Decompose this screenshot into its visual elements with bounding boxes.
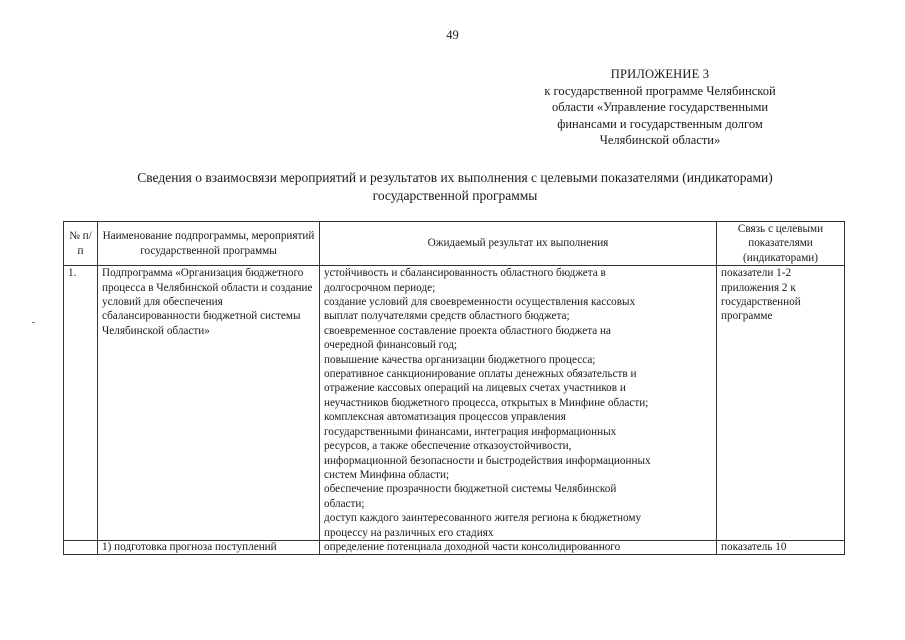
table-header-row: [64, 222, 845, 266]
row-result-text: определение потенциала доходной части консолидированного: [324, 540, 621, 553]
appendix-line: Челябинской области»: [599, 133, 721, 148]
appendix-block: [516, 66, 804, 149]
result-line: оперативное санкционирование оплаты денежных обязательств и: [324, 368, 637, 381]
result-line: процессу на различных его стадиях: [324, 526, 494, 539]
row-num: [64, 540, 98, 554]
appendix-line: финансами и государственным долгом: [557, 116, 763, 131]
result-line: выплат получателями средств областного бюджета;: [324, 310, 570, 323]
header-link: Связь с целевыми показателями (индикаторами): [717, 222, 845, 266]
row-result: [320, 540, 717, 554]
row-link: [717, 540, 845, 554]
appendix-line: области «Управление государственными: [551, 100, 769, 115]
result-line: комплексная автоматизация процессов управления: [324, 411, 566, 424]
row-link: показатели 1-2 приложения 2 к государственной программе: [717, 266, 845, 541]
result-line: области;: [324, 497, 365, 510]
row-name: Подпрограмма «Организация бюджетного процесса в Челябинской области и создание условий для обеспечения сбалансированности бюджетной системы Челябинской области»: [98, 266, 320, 541]
measures-table: [63, 221, 845, 555]
result-line: неучастников бюджетного процесса, открытых в Минфине области;: [324, 396, 649, 409]
result-line: очередной финансовый год;: [324, 339, 458, 352]
result-line: государственными финансами, интеграция информационных: [324, 425, 617, 438]
page-number: 49: [446, 28, 459, 42]
result-line: повышение качества организации бюджетного процесса;: [324, 353, 596, 366]
result-line: создание условий для своевременности осуществления кассовых: [324, 296, 636, 309]
table-row: [64, 540, 845, 554]
row-link-text: показатель 10: [721, 540, 787, 553]
appendix-title: ПРИЛОЖЕНИЕ 3: [610, 67, 710, 81]
result-line: устойчивость и сбалансированность областного бюджета в: [324, 267, 606, 280]
row-name-text: 1) подготовка прогноза поступлений: [102, 540, 277, 553]
result-line: доступ каждого заинтересованного жителя региона к бюджетному: [324, 512, 642, 525]
row-num: 1.: [64, 266, 98, 541]
document-title: [90, 169, 820, 204]
result-line: ресурсов, а также обеспечение отказоустойчивости,: [324, 440, 572, 453]
result-line: информационной безопасности и быстродействия информационных: [324, 454, 651, 467]
header-name: Наименование подпрограммы, мероприятий государственной программы: [98, 222, 320, 266]
appendix-line: к государственной программе Челябинской: [544, 83, 776, 98]
row-result: [320, 266, 717, 541]
result-line: своевременное составление проекта областного бюджета на: [324, 324, 611, 337]
document-title-line: государственной программы: [372, 187, 538, 203]
result-line: долгосрочном периоде;: [324, 281, 436, 294]
table-row: [64, 266, 845, 541]
row-name: [98, 540, 320, 554]
header-result: Ожидаемый результат их выполнения: [320, 222, 717, 266]
document-title-line: Сведения о взаимосвязи мероприятий и результатов их выполнения с целевыми показателями (индикаторами): [137, 170, 773, 185]
result-line: систем Минфина области;: [324, 468, 450, 481]
result-line: обеспечение прозрачности бюджетной системы Челябинской: [324, 483, 617, 496]
result-line: отражение кассовых операций на лицевых счетах участников и: [324, 382, 626, 395]
scan-mark: [32, 322, 35, 323]
header-num: № п/п: [64, 222, 98, 266]
